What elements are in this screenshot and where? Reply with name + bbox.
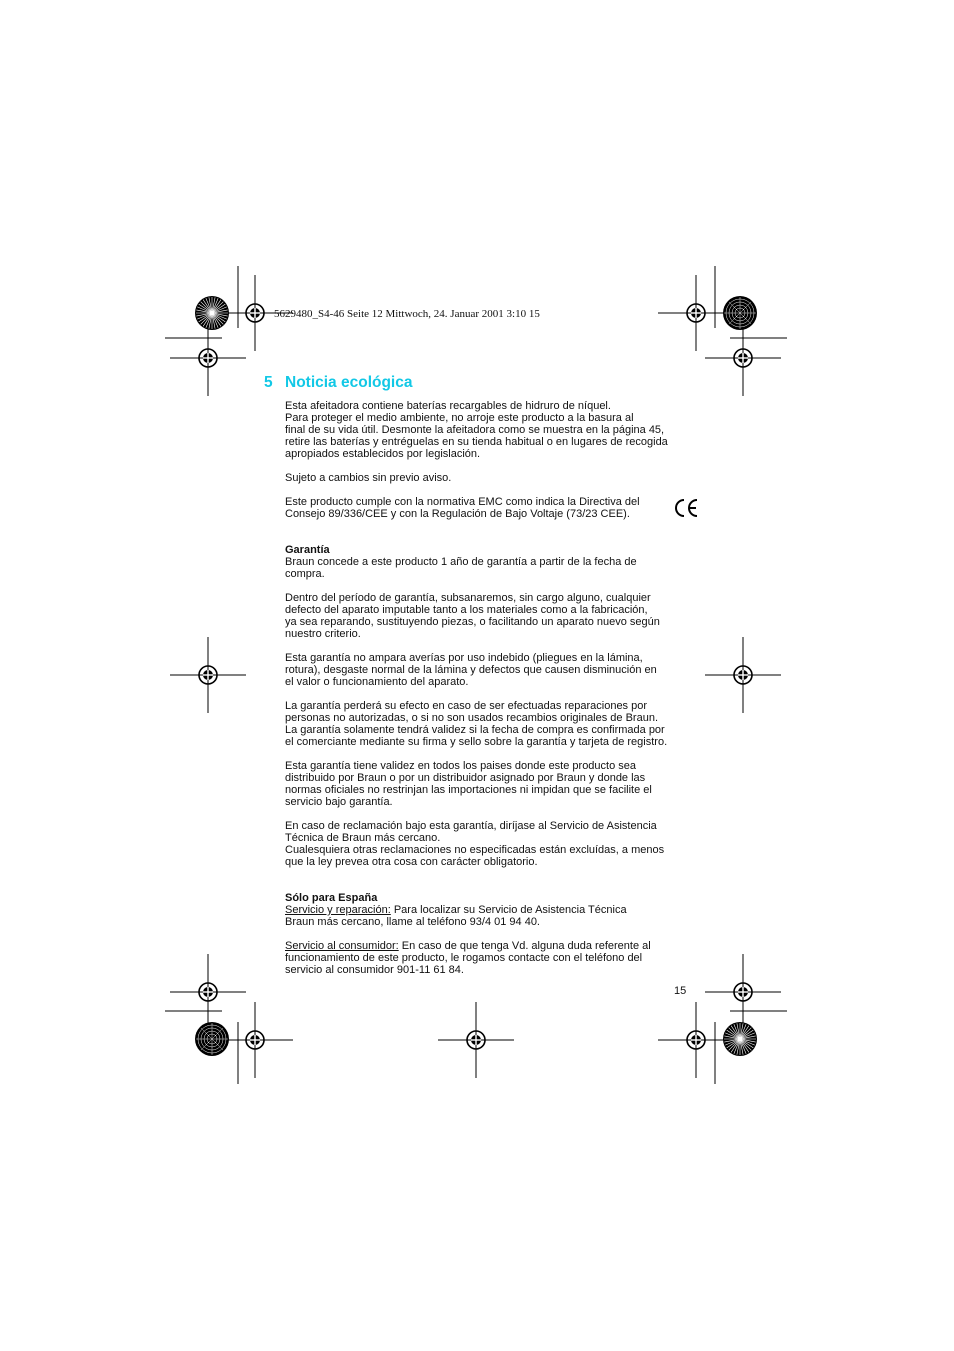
spain-heading: Sólo para España xyxy=(285,892,378,904)
section-title xyxy=(264,374,412,392)
guarantee-paragraph: Dentro del período de garantía, subsanaremos, sin cargo alguno, cualquier defecto del aparato imputable tanto a los materiales como a la fabricación, ya sea reparando, sustituyendo piezas, o facilitando un aparato nuevo según nuestro criterio. xyxy=(285,592,660,640)
guarantee-paragraph: Esta garantía tiene validez en todos los paises donde este producto sea distribuido por Braun o por un distribuidor asignado por Braun y donde las normas oficiales no restrinjan las importaciones ni impidan que se facilite el servicio bajo garantía. xyxy=(285,760,652,808)
guarantee-paragraph: La garantía perderá su efecto en caso de ser efectuadas reparaciones por personas no autorizadas, o si no son usados recambios originales de Braun. La garantía solamente tendrá validez si la fecha de compra es confirmada por el comerciante mediante su firma y sello sobre la garantía y tarjeta de registro. xyxy=(285,700,668,748)
section-number: 5 xyxy=(264,374,273,391)
ce-mark-icon xyxy=(673,497,699,519)
guarantee-paragraph: En caso de reclamación bajo esta garantía, diríjase al Servicio de Asistencia Técnica de Braun más cercano. Cualesquiera otras reclamaciones no especificadas están excluídas, a menos que la ley prevea otra cosa con carácter obligatorio. xyxy=(285,820,665,868)
consumer-label: Servicio al consumidor: xyxy=(285,940,399,952)
main-content xyxy=(285,400,695,976)
eco-paragraph: Esta afeitadora contiene baterías recargables de hidruro de níquel. Para proteger el medio ambiente, no arroje este producto a la basura al final de su vida útil. Desmonte la afeitadora como se muestra en la página 45, retire las baterías y entréguelas en su tienda habitual o en lugares de recogida apropiados establecidos por legislación. xyxy=(285,400,668,460)
repair-paragraph: Servicio y reparación: Para localizar su Servicio de Asistencia Técnica Braun más cercano, llame al teléfono 93/4 01 94 40. xyxy=(285,904,627,928)
page-number: 15 xyxy=(674,985,687,997)
guarantee-paragraph: Braun concede a este producto 1 año de garantía a partir de la fecha de compra. xyxy=(285,556,637,580)
guarantee-paragraph: Esta garantía no ampara averías por uso indebido (pliegues en la lámina, rotura), desgaste normal de la lámina y defectos que causen disminución en el valor o funcionamiento del aparato. xyxy=(285,652,657,688)
guarantee-heading: Garantía xyxy=(285,544,330,556)
emc-paragraph: Este producto cumple con la normativa EMC como indica la Directiva del Consejo 89/336/CEE y con la Regulación de Bajo Voltaje (73/23 CEE). xyxy=(285,496,695,520)
consumer-paragraph: Servicio al consumidor: En caso de que tenga Vd. alguna duda referente al funcionamiento de este producto, le rogamos contacte con el teléfono del servicio al consumidor 901-11 61 84. xyxy=(285,940,651,976)
notice-paragraph: Sujeto a cambios sin previo aviso. xyxy=(285,472,452,484)
repair-label: Servicio y reparación: xyxy=(285,904,391,916)
print-header: 5629480_S4-46 Seite 12 Mittwoch, 24. Januar 2001 3:10 15 xyxy=(274,308,540,320)
section-title-text: Noticia ecológica xyxy=(285,374,413,391)
